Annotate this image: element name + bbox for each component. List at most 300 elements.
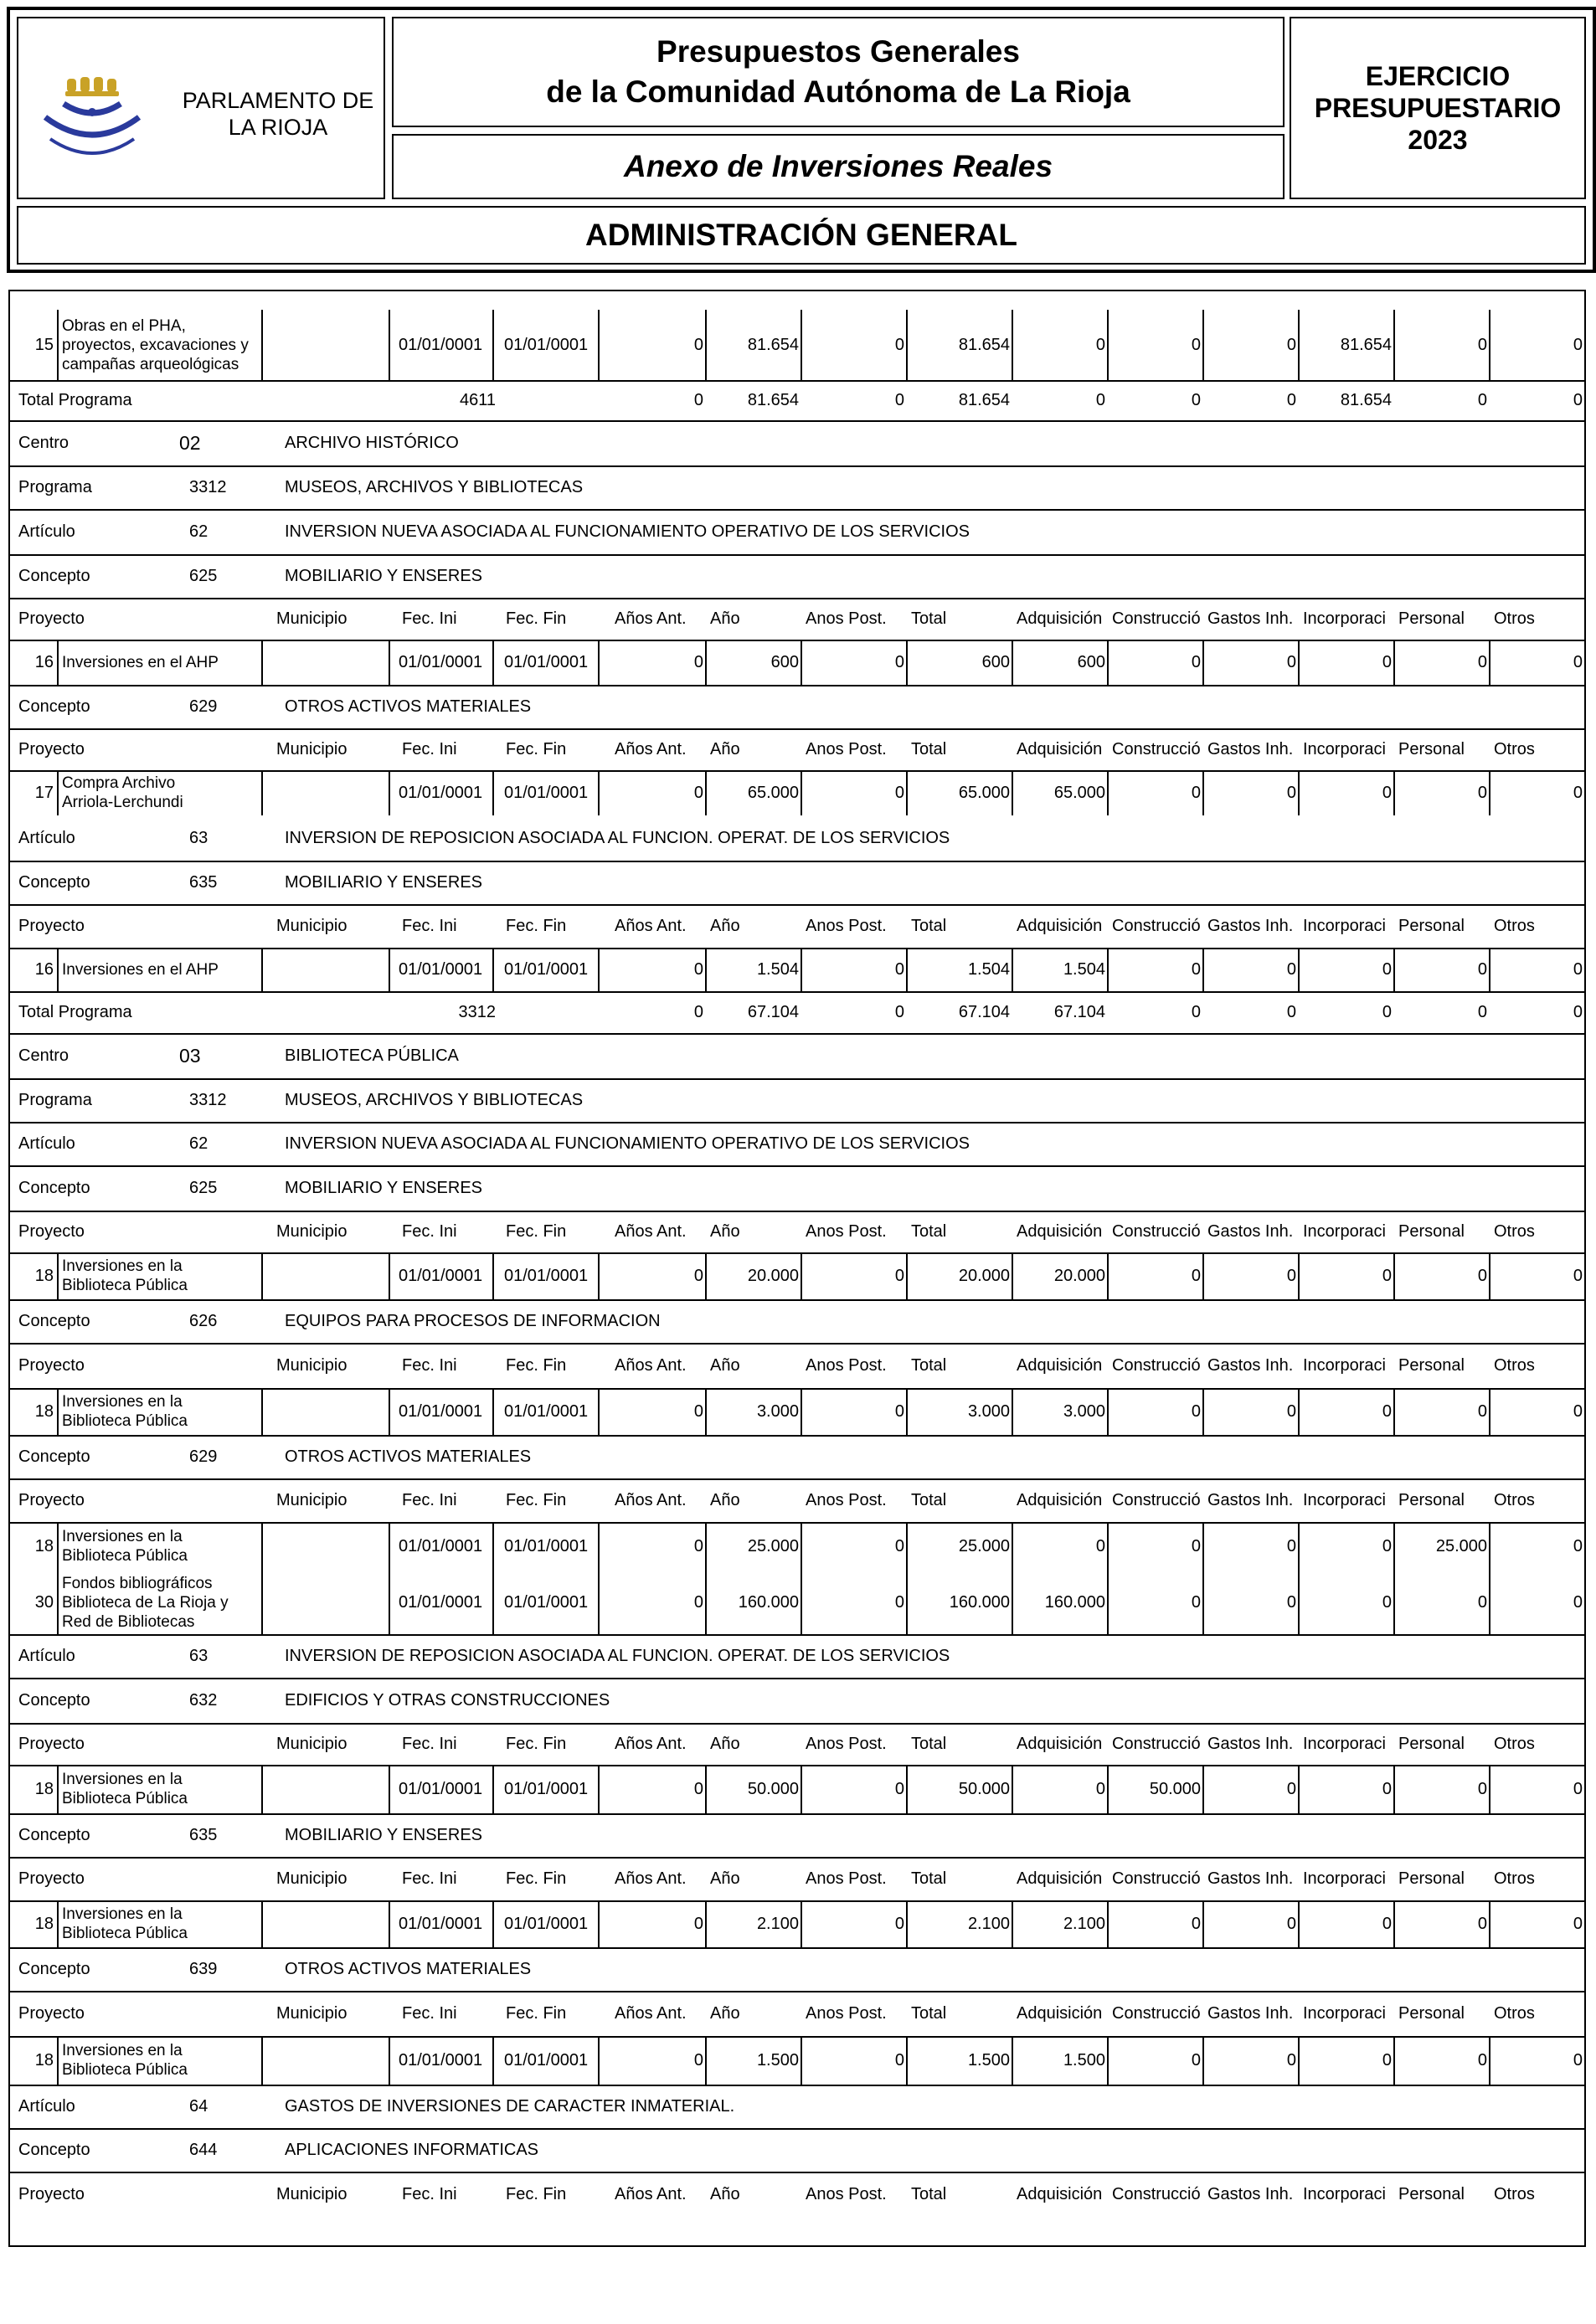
otros-value: 0 — [1573, 1592, 1583, 1612]
incorporacion-value: 0 — [1382, 1536, 1392, 1555]
category-name: OTROS ACTIVOS MATERIALES — [285, 1447, 532, 1466]
total-anos-post: 0 — [894, 390, 904, 409]
project-description-line: Inversiones en la — [62, 1257, 183, 1275]
cell-divider — [598, 640, 600, 685]
personal-value: 0 — [1477, 1779, 1487, 1798]
col-header-adquisicion: Adquisición — [1017, 739, 1103, 758]
category-label: Artículo — [18, 2096, 75, 2116]
fec-ini-value: 01/01/0001 — [399, 1536, 483, 1555]
col-header-personal: Personal — [1398, 2003, 1465, 2023]
category-name: EDIFICIOS Y OTRAS CONSTRUCCIONES — [285, 1690, 610, 1710]
col-header-construccion: Construcció — [1112, 916, 1201, 935]
cell-divider — [598, 2036, 600, 2085]
col-header-gastos-inh: Gastos Inh. — [1207, 1869, 1294, 1888]
category-label: Concepto — [18, 1311, 90, 1330]
cell-divider — [492, 1571, 494, 1634]
col-header-personal: Personal — [1398, 1734, 1465, 1753]
cell-divider — [801, 948, 802, 991]
anio-value: 50.000 — [747, 1779, 799, 1798]
project-description-line: Inversiones en la — [62, 1393, 183, 1411]
total-gastos-inh: 0 — [1286, 390, 1296, 409]
total-programa-row — [10, 991, 1584, 1035]
category-name: MOBILIARIO Y ENSERES — [285, 566, 483, 585]
title-box — [392, 17, 1285, 127]
project-row — [10, 1388, 1584, 1437]
construccion-value: 0 — [1191, 1401, 1201, 1421]
col-header-anios-ant: Años Ant. — [615, 1869, 687, 1888]
gastos-inh-value: 0 — [1286, 652, 1296, 671]
category-name: INVERSION DE REPOSICION ASOCIADA AL FUNCION. OPERAT. DE LOS SERVICIOS — [285, 1646, 950, 1665]
project-row — [10, 1765, 1584, 1815]
category-label: Artículo — [18, 522, 75, 541]
col-header-anio: Año — [710, 609, 740, 628]
anio-value: 1.504 — [756, 959, 799, 979]
total-incorporacion: 81.654 — [1340, 390, 1392, 409]
project-description-line: Inversiones en el AHP — [62, 653, 219, 671]
category-code: 62 — [189, 1134, 209, 1153]
project-description-line: Biblioteca Pública — [62, 2061, 188, 2079]
col-header-anio: Año — [710, 1221, 740, 1241]
cell-divider — [906, 2036, 908, 2085]
total-programa-code: 4611 — [459, 390, 496, 409]
project-row — [10, 640, 1584, 686]
total-anio: 81.654 — [747, 390, 799, 409]
category-label: Concepto — [18, 2140, 90, 2159]
col-header-gastos-inh: Gastos Inh. — [1207, 609, 1294, 628]
total-otros: 0 — [1573, 390, 1583, 409]
total-value: 600 — [981, 652, 1010, 671]
col-header-total: Total — [911, 916, 947, 935]
gastos-inh-value: 0 — [1286, 1401, 1296, 1421]
fec-ini-value: 01/01/0001 — [399, 959, 483, 979]
col-header-proyecto: Proyecto — [18, 2003, 85, 2023]
col-header-anios-ant: Años Ant. — [615, 1221, 687, 1241]
col-header-incorporacion: Incorporaci — [1303, 1734, 1386, 1753]
project-description-line: Biblioteca Pública — [62, 1547, 188, 1565]
adquisicion-value: 1.504 — [1063, 959, 1105, 979]
total-anio: 67.104 — [747, 1002, 799, 1021]
cell-divider — [906, 1765, 908, 1813]
cell-divider — [906, 948, 908, 991]
personal-value: 0 — [1477, 1401, 1487, 1421]
cell-divider — [57, 948, 59, 991]
cell-divider — [492, 1765, 494, 1813]
col-header-fec-ini: Fec. Ini — [402, 1355, 457, 1375]
otros-value: 0 — [1573, 959, 1583, 979]
programa-row — [10, 465, 1584, 511]
category-name: ARCHIVO HISTÓRICO — [285, 433, 459, 452]
total-value: 65.000 — [958, 783, 1010, 802]
articulo-row — [10, 1634, 1584, 1679]
cell-divider — [261, 1388, 263, 1435]
total-value: 1.500 — [967, 2050, 1010, 2069]
column-header-row — [10, 1211, 1584, 1254]
cell-divider — [57, 310, 59, 380]
incorporacion-value: 0 — [1382, 959, 1392, 979]
construccion-value: 0 — [1191, 1536, 1201, 1555]
anios-ant-value: 0 — [693, 1914, 703, 1933]
col-header-fec-fin: Fec. Fin — [506, 916, 567, 935]
category-name: APLICACIONES INFORMATICAS — [285, 2140, 539, 2159]
otros-value: 0 — [1573, 1401, 1583, 1421]
column-header-row — [10, 1723, 1584, 1766]
construccion-value: 0 — [1191, 2050, 1201, 2069]
col-header-municipio: Municipio — [276, 2003, 348, 2023]
incorporacion-value: 0 — [1382, 1266, 1392, 1285]
col-header-personal: Personal — [1398, 609, 1465, 628]
col-header-anios-ant: Años Ant. — [615, 609, 687, 628]
project-description — [62, 1574, 260, 1632]
cell-divider — [261, 1522, 263, 1571]
category-code: 62 — [189, 522, 209, 541]
anios-ant-value: 0 — [693, 783, 703, 802]
cell-divider — [389, 1388, 390, 1435]
col-header-fec-fin: Fec. Fin — [506, 2003, 567, 2023]
adquisicion-value: 2.100 — [1063, 1914, 1105, 1933]
concepto-row — [10, 1678, 1584, 1725]
project-description — [62, 774, 260, 812]
col-header-gastos-inh: Gastos Inh. — [1207, 2184, 1294, 2203]
project-description-line: Biblioteca Pública — [62, 1277, 188, 1294]
cell-divider — [598, 1252, 600, 1299]
col-header-total: Total — [911, 1490, 947, 1509]
cell-divider — [389, 1522, 390, 1571]
gastos-inh-value: 0 — [1286, 959, 1296, 979]
project-description — [62, 653, 260, 672]
col-header-total: Total — [911, 2003, 947, 2023]
gastos-inh-value: 0 — [1286, 1592, 1296, 1612]
parliament-logo — [39, 69, 147, 161]
col-header-otros: Otros — [1494, 1355, 1535, 1375]
anos-post-value: 0 — [894, 959, 904, 979]
col-header-adquisicion: Adquisición — [1017, 1734, 1103, 1753]
otros-value: 0 — [1573, 1266, 1583, 1285]
col-header-anio: Año — [710, 1355, 740, 1375]
column-header-row — [10, 1478, 1584, 1524]
construccion-value: 0 — [1191, 1266, 1201, 1285]
col-header-fec-fin: Fec. Fin — [506, 2184, 567, 2203]
fec-fin-value: 01/01/0001 — [504, 1592, 589, 1612]
cell-divider — [57, 1900, 59, 1947]
cell-divider — [389, 948, 390, 991]
project-description-line: Red de Bibliotecas — [62, 1612, 195, 1631]
project-row — [10, 2036, 1584, 2086]
gastos-inh-value: 0 — [1286, 335, 1296, 354]
cell-divider — [906, 310, 908, 380]
col-header-fec-ini: Fec. Ini — [402, 1490, 457, 1509]
adquisicion-value: 0 — [1095, 335, 1105, 354]
concepto-row — [10, 1947, 1584, 1992]
category-code: 632 — [189, 1690, 218, 1710]
project-row — [10, 1252, 1584, 1301]
col-header-construccion: Construcció — [1112, 609, 1201, 628]
category-label: Centro — [18, 433, 70, 452]
cell-divider — [801, 1522, 802, 1571]
anos-post-value: 0 — [894, 2050, 904, 2069]
cell-divider — [598, 1900, 600, 1947]
cell-divider — [492, 2036, 494, 2085]
col-header-total: Total — [911, 1869, 947, 1888]
total-otros: 0 — [1573, 1002, 1583, 1021]
col-header-gastos-inh: Gastos Inh. — [1207, 916, 1294, 935]
project-number: 18 — [34, 2050, 54, 2069]
personal-value: 0 — [1477, 959, 1487, 979]
otros-value: 0 — [1573, 1779, 1583, 1798]
col-header-fec-ini: Fec. Ini — [402, 1734, 457, 1753]
personal-value: 0 — [1477, 1592, 1487, 1612]
col-header-construccion: Construcció — [1112, 1355, 1201, 1375]
cell-divider — [261, 1252, 263, 1299]
otros-value: 0 — [1573, 2050, 1583, 2069]
column-header-row — [10, 1343, 1584, 1390]
ejercicio-line1: EJERCICIO — [1365, 61, 1511, 91]
cell-divider — [492, 1252, 494, 1299]
cell-divider — [906, 1900, 908, 1947]
col-header-proyecto: Proyecto — [18, 1490, 85, 1509]
col-header-fec-fin: Fec. Fin — [506, 739, 567, 758]
project-number: 18 — [34, 1779, 54, 1798]
fec-fin-value: 01/01/0001 — [504, 1536, 589, 1555]
project-number: 16 — [34, 652, 54, 671]
project-description-line: Biblioteca Pública — [62, 1925, 188, 1942]
cell-divider — [261, 770, 263, 815]
col-header-municipio: Municipio — [276, 916, 348, 935]
total-incorporacion: 0 — [1382, 1002, 1392, 1021]
articulo-row — [10, 1122, 1584, 1167]
col-header-anos-post: Anos Post. — [806, 1221, 887, 1241]
total-construccion: 0 — [1191, 1002, 1201, 1021]
total-total: 67.104 — [958, 1002, 1010, 1021]
construccion-value: 0 — [1191, 1592, 1201, 1612]
fec-fin-value: 01/01/0001 — [504, 652, 589, 671]
category-label: Artículo — [18, 1646, 75, 1665]
total-anos-post: 0 — [894, 1002, 904, 1021]
col-header-adquisicion: Adquisición — [1017, 1869, 1103, 1888]
cell-divider — [598, 1388, 600, 1435]
category-name: OTROS ACTIVOS MATERIALES — [285, 697, 532, 716]
col-header-municipio: Municipio — [276, 1869, 348, 1888]
project-description-line: Biblioteca de La Rioja y — [62, 1593, 229, 1612]
project-description-line: Inversiones en el AHP — [62, 960, 219, 979]
col-header-adquisicion: Adquisición — [1017, 916, 1103, 935]
cell-divider — [598, 948, 600, 991]
col-header-incorporacion: Incorporaci — [1303, 609, 1386, 628]
cell-divider — [261, 640, 263, 685]
col-header-fec-ini: Fec. Ini — [402, 916, 457, 935]
otros-value: 0 — [1573, 783, 1583, 802]
cell-divider — [598, 1522, 600, 1571]
column-header-row — [10, 728, 1584, 772]
articulo-row — [10, 2085, 1584, 2130]
fec-fin-value: 01/01/0001 — [504, 1779, 589, 1798]
fec-fin-value: 01/01/0001 — [504, 1401, 589, 1421]
col-header-incorporacion: Incorporaci — [1303, 1355, 1386, 1375]
gastos-inh-value: 0 — [1286, 1914, 1296, 1933]
col-header-total: Total — [911, 609, 947, 628]
col-header-anio: Año — [710, 916, 740, 935]
anios-ant-value: 0 — [693, 2050, 703, 2069]
cell-divider — [801, 310, 802, 380]
fec-fin-value: 01/01/0001 — [504, 2050, 589, 2069]
subtitle: Anexo de Inversiones Reales — [623, 149, 1053, 183]
articulo-row — [10, 815, 1584, 862]
project-description — [62, 2041, 260, 2080]
anio-value: 160.000 — [738, 1592, 799, 1612]
category-code: 639 — [189, 1959, 218, 1978]
anio-value: 1.500 — [756, 2050, 799, 2069]
col-header-proyecto: Proyecto — [18, 739, 85, 758]
anio-value: 3.000 — [756, 1401, 799, 1421]
project-description-line: Inversiones en la — [62, 1771, 183, 1788]
cell-divider — [57, 1388, 59, 1435]
total-value: 25.000 — [958, 1536, 1010, 1555]
cell-divider — [389, 640, 390, 685]
col-header-otros: Otros — [1494, 1221, 1535, 1241]
col-header-anios-ant: Años Ant. — [615, 2003, 687, 2023]
cell-divider — [261, 1900, 263, 1947]
project-description — [62, 960, 260, 979]
subtitle-box — [392, 134, 1285, 199]
category-code: 635 — [189, 872, 218, 892]
adquisicion-value: 160.000 — [1044, 1592, 1105, 1612]
section-box — [17, 206, 1586, 265]
project-description-line: Compra Archivo — [62, 774, 176, 792]
category-code: 02 — [179, 431, 201, 454]
anos-post-value: 0 — [894, 1592, 904, 1612]
total-value: 2.100 — [967, 1914, 1010, 1933]
category-code: 635 — [189, 1825, 218, 1844]
cell-divider — [801, 1252, 802, 1299]
category-label: Concepto — [18, 566, 90, 585]
cell-divider — [906, 770, 908, 815]
gastos-inh-value: 0 — [1286, 1779, 1296, 1798]
col-header-anos-post: Anos Post. — [806, 916, 887, 935]
cell-divider — [57, 1571, 59, 1634]
col-header-adquisicion: Adquisición — [1017, 2184, 1103, 2203]
col-header-construccion: Construcció — [1112, 1869, 1201, 1888]
total-personal: 0 — [1477, 1002, 1487, 1021]
category-code: 626 — [189, 1311, 218, 1330]
col-header-adquisicion: Adquisición — [1017, 1221, 1103, 1241]
col-header-anos-post: Anos Post. — [806, 2184, 887, 2203]
project-description — [62, 1527, 260, 1566]
col-header-municipio: Municipio — [276, 1221, 348, 1241]
centro-row — [10, 1033, 1584, 1080]
incorporacion-value: 0 — [1382, 1914, 1392, 1933]
anio-value: 2.100 — [756, 1914, 799, 1933]
col-header-anos-post: Anos Post. — [806, 1734, 887, 1753]
project-number: 16 — [34, 959, 54, 979]
ejercicio-box — [1290, 17, 1586, 199]
total-value: 160.000 — [949, 1592, 1010, 1612]
col-header-incorporacion: Incorporaci — [1303, 2184, 1386, 2203]
category-code: 3312 — [189, 1090, 227, 1109]
col-header-fec-fin: Fec. Fin — [506, 1490, 567, 1509]
col-header-proyecto: Proyecto — [18, 1869, 85, 1888]
incorporacion-value: 0 — [1382, 652, 1392, 671]
col-header-incorporacion: Incorporaci — [1303, 2003, 1386, 2023]
cell-divider — [801, 640, 802, 685]
cell-divider — [389, 1765, 390, 1813]
gastos-inh-value: 0 — [1286, 783, 1296, 802]
total-anios-ant: 0 — [693, 390, 703, 409]
section-title: ADMINISTRACIÓN GENERAL — [585, 218, 1017, 252]
total-value: 81.654 — [958, 335, 1010, 354]
anios-ant-value: 0 — [693, 1266, 703, 1285]
col-header-anos-post: Anos Post. — [806, 1490, 887, 1509]
fec-fin-value: 01/01/0001 — [504, 959, 589, 979]
col-header-personal: Personal — [1398, 1355, 1465, 1375]
col-header-municipio: Municipio — [276, 609, 348, 628]
total-programa-code: 3312 — [458, 1002, 496, 1021]
cell-divider — [906, 1388, 908, 1435]
construccion-value: 0 — [1191, 1914, 1201, 1933]
cell-divider — [261, 1571, 263, 1634]
col-header-anos-post: Anos Post. — [806, 1355, 887, 1375]
col-header-fec-fin: Fec. Fin — [506, 1734, 567, 1753]
total-personal: 0 — [1477, 390, 1487, 409]
category-label: Programa — [18, 1090, 92, 1109]
construccion-value: 0 — [1191, 335, 1201, 354]
total-gastos-inh: 0 — [1286, 1002, 1296, 1021]
anos-post-value: 0 — [894, 1536, 904, 1555]
parliament-name — [178, 87, 378, 141]
col-header-construccion: Construcció — [1112, 1221, 1201, 1241]
col-header-gastos-inh: Gastos Inh. — [1207, 1734, 1294, 1753]
anio-value: 20.000 — [747, 1266, 799, 1285]
category-name: MUSEOS, ARCHIVOS Y BIBLIOTECAS — [285, 1090, 584, 1109]
col-header-fec-fin: Fec. Fin — [506, 1869, 567, 1888]
total-programa-row — [10, 380, 1584, 422]
col-header-total: Total — [911, 1355, 947, 1375]
col-header-anio: Año — [710, 1490, 740, 1509]
column-header-row — [10, 904, 1584, 949]
col-header-fec-ini: Fec. Ini — [402, 2184, 457, 2203]
col-header-proyecto: Proyecto — [18, 1734, 85, 1753]
col-header-total: Total — [911, 1221, 947, 1241]
col-header-municipio: Municipio — [276, 1355, 348, 1375]
cell-divider — [492, 1522, 494, 1571]
parliament-name-line1: PARLAMENTO DE — [182, 88, 374, 113]
fec-ini-value: 01/01/0001 — [399, 783, 483, 802]
title-line1: Presupuestos Generales — [656, 34, 1020, 69]
fec-ini-value: 01/01/0001 — [399, 335, 483, 354]
col-header-personal: Personal — [1398, 1490, 1465, 1509]
col-header-fec-ini: Fec. Ini — [402, 739, 457, 758]
cell-divider — [389, 1252, 390, 1299]
col-header-anio: Año — [710, 739, 740, 758]
cell-divider — [906, 1522, 908, 1571]
category-label: Concepto — [18, 1825, 90, 1844]
project-number: 17 — [34, 783, 54, 802]
category-code: 629 — [189, 1447, 218, 1466]
project-description-line: Fondos bibliográficos — [62, 1574, 213, 1592]
cell-divider — [57, 2036, 59, 2085]
col-header-total: Total — [911, 1734, 947, 1753]
anos-post-value: 0 — [894, 1266, 904, 1285]
col-header-gastos-inh: Gastos Inh. — [1207, 1355, 1294, 1375]
col-header-anos-post: Anos Post. — [806, 739, 887, 758]
parliament-logo-box — [17, 17, 385, 199]
centro-row — [10, 420, 1584, 467]
col-header-total: Total — [911, 2184, 947, 2203]
project-description-line: Inversiones en la — [62, 1905, 183, 1923]
project-row — [10, 1900, 1584, 1949]
project-description-line: Biblioteca Pública — [62, 1412, 188, 1430]
cell-divider — [389, 770, 390, 815]
total-construccion: 0 — [1191, 390, 1201, 409]
anos-post-value: 0 — [894, 652, 904, 671]
